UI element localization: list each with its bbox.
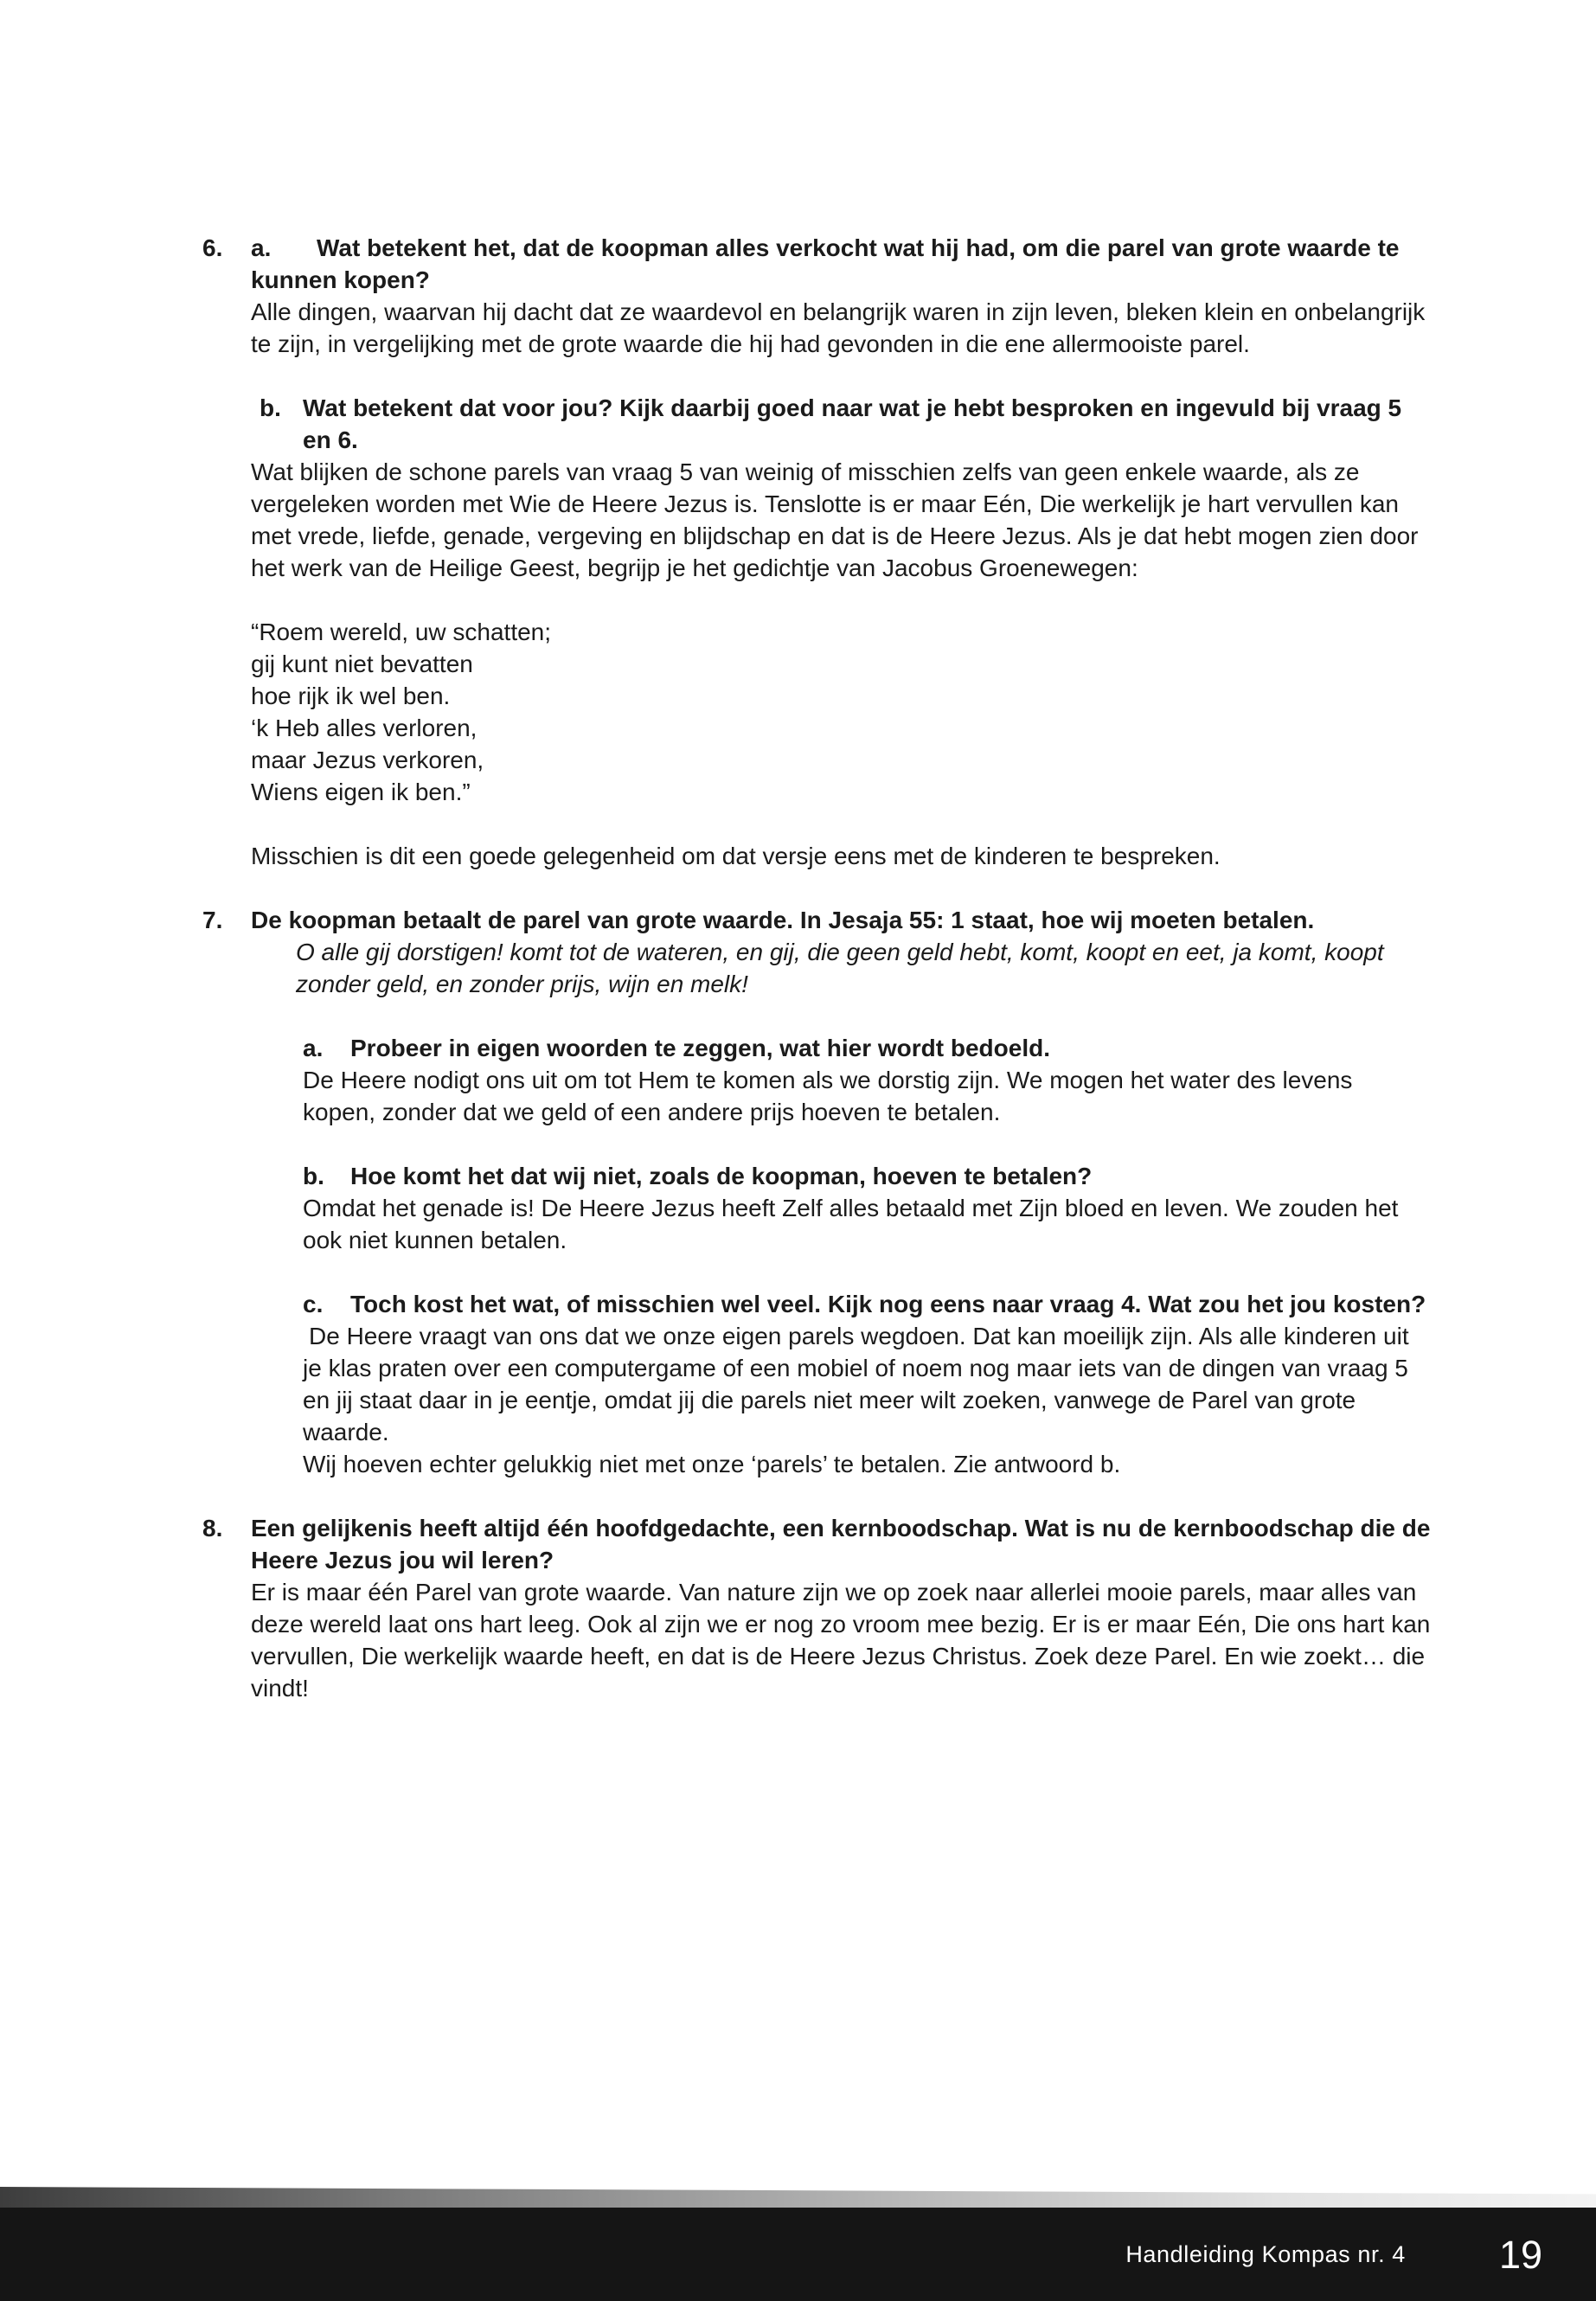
poem [251, 616, 1431, 808]
question-8 [202, 1512, 1431, 1704]
question-7a-text: Probeer in eigen woorden te zeggen, wat hier wordt bedoeld. [350, 1035, 1050, 1061]
question-6a-answer: Alle dingen, waarvan hij dacht dat ze waardevol en belangrijk waren in zijn leven, bleken klein en onbelangrijk te zijn, in vergelijking met de grote waarde die hij had gevonden in die ene allermooiste parel. [251, 298, 1426, 357]
page-content [202, 232, 1431, 1704]
question-7b-text: Hoe komt het dat wij niet, zoals de koopman, hoeven te betalen? [350, 1163, 1093, 1189]
footer-bar [0, 2208, 1596, 2301]
footer-label: Handleiding Kompas nr. 4 [1125, 2240, 1406, 2267]
question-8-body [251, 1512, 1431, 1704]
page-number: 19 [1498, 2232, 1542, 2277]
question-8-text: Een gelijkenis heeft altijd één hoofdgedachte, een kernboodschap. Wat is nu de kernboodschap die de Heere Jezus jou wil leren? [251, 1515, 1431, 1574]
bible-quote: O alle gij dorstigen! komt tot de wateren, en gij, die geen geld hebt, komt, koopt en eet, ja komt, koopt zonder geld, en zonder prijs, wijn en melk! [296, 939, 1384, 997]
question-6b-letter: b. [260, 394, 281, 421]
question-7b-heading [303, 1160, 1431, 1192]
question-6 [202, 232, 1431, 872]
question-6-body [251, 232, 1431, 872]
question-7c-heading [303, 1288, 1431, 1320]
poem-line: maar Jezus verkoren, [251, 747, 484, 773]
poem-line: Wiens eigen ik ben.” [251, 779, 471, 805]
question-7 [202, 904, 1431, 1480]
question-6b-text: Wat betekent dat voor jou? Kijk daarbij goed naar wat je hebt besproken en ingevuld bij vraag 5 en 6. [303, 394, 1402, 453]
question-7a-answer: De Heere nodigt ons uit om tot Hem te komen als we dorstig zijn. We mogen het water des levens kopen, zonder dat we geld of een andere prijs hoeven te betalen. [303, 1067, 1353, 1125]
footer-gradient-strip [0, 2187, 1596, 2208]
question-7c-answer-2: Wij hoeven echter gelukkig niet met onze ‘parels’ te betalen. Zie antwoord b. [303, 1451, 1121, 1477]
question-7b-letter: b. [303, 1163, 324, 1189]
question-7-intro: De koopman betaalt de parel van grote waarde. In Jesaja 55: 1 staat, hoe wij moeten betalen. [251, 907, 1315, 933]
question-6a-letter: a. [251, 234, 272, 261]
question-8-answer: Er is maar één Parel van grote waarde. Van nature zijn we op zoek naar allerlei mooie parels, maar alles van deze wereld laat ons hart leeg. Ook al zijn we er nog zo vroom mee bezig. Er is er maar Eén, Die ons hart kan vervullen, Die werkelijk waarde heeft, en dat is de Heere Jezus Christus. Zoek deze Parel. En wie zoekt… die vindt! [251, 1579, 1431, 1702]
question-7c-letter: c. [303, 1291, 324, 1317]
question-7b-answer: Omdat het genade is! De Heere Jezus heeft Zelf alles betaald met Zijn bloed en leven. We zouden het ook niet kunnen betalen. [303, 1195, 1399, 1253]
poem-line: hoe rijk ik wel ben. [251, 683, 451, 709]
question-7c-answer-1: De Heere vraagt van ons dat we onze eigen parels wegdoen. Dat kan moeilijk zijn. Als alle kinderen uit je klas praten over een computergame of een mobiel of noem nog maar iets van de dingen van vraag 5 en jij staat daar in je eentje, omdat jij die parels niet meer wilt zoeken, vanwege de Parel van grote waarde. [303, 1323, 1409, 1445]
question-7-number: 7. [202, 907, 223, 933]
question-6b-answer: Wat blijken de schone parels van vraag 5 van weinig of misschien zelfs van geen enkele waarde, als ze vergeleken worden met Wie de Heere Jezus is. Tenslotte is er maar Eén, Die werkelijk je hart vervullen kan met vrede, liefde, genade, vergeving en blijdschap en dat is de Heere Jezus. Als je dat hebt mogen zien door het werk van de Heilige Geest, begrijp je het gedichtje van Jacobus Groenewegen: [251, 458, 1419, 581]
question-7a-heading [303, 1032, 1431, 1064]
question-7-body [251, 904, 1431, 1480]
question-6b-note: Misschien is dit een goede gelegenheid om dat versje eens met de kinderen te bespreken. [251, 843, 1221, 869]
question-7c-text: Toch kost het wat, of misschien wel veel. Kijk nog eens naar vraag 4. Wat zou het jou kosten? [350, 1291, 1426, 1317]
question-8-number: 8. [202, 1515, 223, 1541]
question-6b-heading [260, 392, 1431, 456]
question-7a-letter: a. [303, 1035, 324, 1061]
question-6-number: 6. [202, 234, 223, 261]
poem-line: “Roem wereld, uw schatten; [251, 619, 552, 645]
question-6a-heading [251, 232, 1431, 296]
poem-line: gij kunt niet bevatten [251, 651, 473, 677]
poem-line: ‘k Heb alles verloren, [251, 715, 478, 741]
question-6a-text: Wat betekent het, dat de koopman alles verkocht wat hij had, om die parel van grote waarde te kunnen kopen? [251, 234, 1400, 293]
